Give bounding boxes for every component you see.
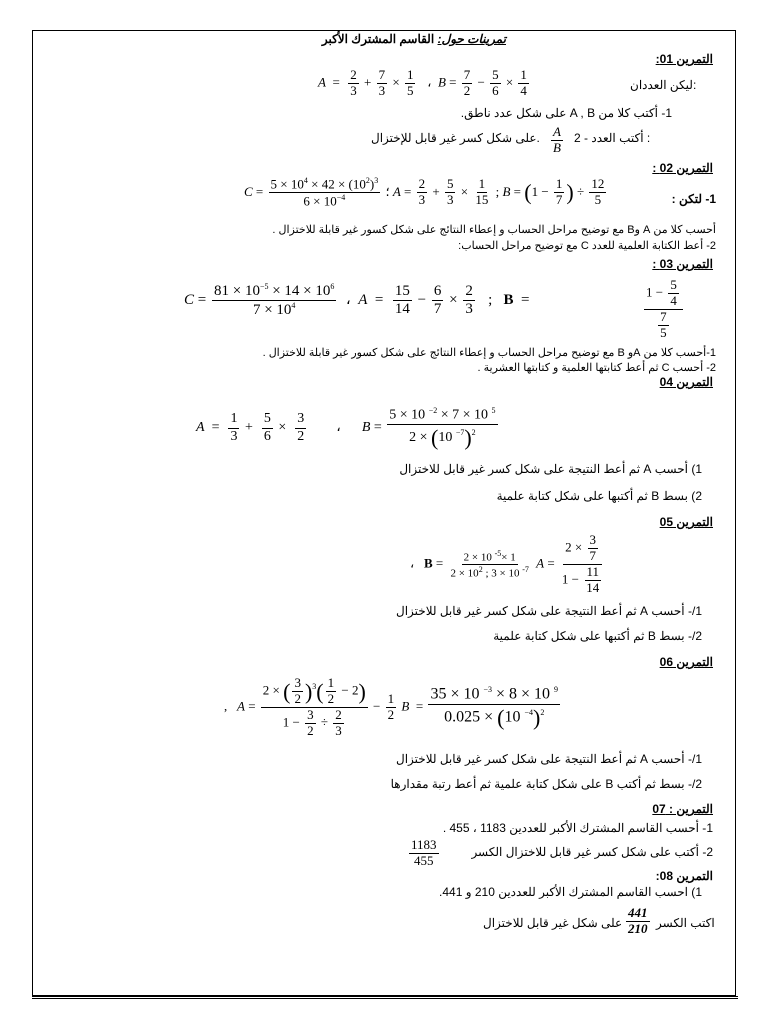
ex05-heading: التمرين 05 [659,515,713,529]
ex01-intro: ليكن العددان: [630,78,697,92]
ex04-q1: 1) أحسب A ثم أعط النتيجة على شكل كسر غير قابل للاختزال [399,462,702,476]
ex06-expressions: , A = 2 × ( $\frac{3}{2}$ )$^3$( $\frac{1}{2}$ − 2) 1 − $\frac{3}{2}$ ÷ $\frac{2}{3}$ − $\frac{1}{2}$ B = $\frac{35 \times 10 ^{-3} \times 8 \times 10 ^9}{0.025 \times (10 ^{-4})^2}$ [224,675,559,738]
ex07-heading: التمرين : 07 [652,802,713,816]
ex07-numerator: 1183 [411,837,437,852]
ex08-denominator: 210 [628,920,648,936]
ex05-q1: 1/- أحسب A ثم أعط النتيجة على شكل كسر غير قابل للاختزال [395,604,702,618]
footer-rule [32,996,738,999]
ex06-q1: 1/- أحسب A ثم أعط النتيجة على شكل كسر غير قابل للاختزال [395,752,702,766]
ex06-q2: 2/- بسط ثم أكتب B على شكل كتابة علمية ثم أعط رتبة مقدارها [390,777,702,791]
ex08-q2: اكتب الكسر [656,916,715,930]
ex08-q1: 1) احسب القاسم المشترك الأكبر للعددين 210 و 441. [439,885,702,899]
ex01-q1: 1- أكتب كلا من A , B على شكل عدد ناطق. [460,106,672,120]
ex04-q2: 2) بسط B ثم أكتبها على شكل كتابة علمية [496,489,702,503]
ex07-q1: 1- أحسب القاسم المشترك الأكبر للعددين 1183 ، 455 . [442,821,713,835]
title-prefix: تمرينات حول: [437,32,506,46]
title-topic: القاسم المشترك الأكبر [321,32,435,46]
ex01-q2-pre: 2 - أكتب العدد : [574,131,651,145]
ex08-heading: التمرين 08: [655,869,713,883]
ex03-expr-c: C = $\frac{81 \times 10^{-5} \times 14 \times 10^6}{7 \times 10^4}$ ، A = $\frac{15}{14}$ − $\frac{6}{7}$ × $\frac{2}{3}$ ; B = [184,282,534,319]
worksheet-title [322,33,506,46]
ex02-expressions: C = $\frac{5 \times 10^4 \times 42 \times (10^2)^3}{6 \times 10^{-4}}$ ؛ A = $\frac{2}{3}$ + $\frac{5}{3}$ × $\frac{1}{15}$ ; B = (1 − $\frac{1}{7}$ ) ÷ $\frac{12}{5}$ [244,176,605,209]
ex03-q1: 1-أحسب كلا من Aو B مع توضيح مراحل الحساب و إعطاء النتائج على شكل كسور غير قابلة للاختزال . [262,347,716,359]
ex01-q2-post: على شكل كسر غير قابل للإختزال. [371,131,540,145]
ex02-q1-label: 1- لتكن : [671,192,716,206]
ex06-heading: التمرين 06 [659,655,713,669]
ex05-q2: 2/- بسط B ثم أكتبها على شكل كتابة علمية [493,629,702,643]
ex08-fraction [624,906,652,937]
ex03-expr-b: 1 − $\frac{5}{4}$ $\frac{7}{5}$ [642,278,685,341]
ex02-instr2: 2- أعط الكتابة العلمية للعدد C مع توضيح مراحل الحساب: [458,240,716,252]
ex02-instr1: أحسب كلا من A وB مع توضيح مراحل الحساب و إعطاء النتائج على شكل كسور غير قابلة للاختزال . [272,224,716,236]
ex03-q2: 2- أحسب C ثم أعط كتابتها العلمية و كتابتها العشرية . [477,362,716,374]
ex05-expressions: ، B = $\frac{2 \times 10 ^{-5}\times 1}{2 \times 10^2 ; 3 \times 10 ^{-7}}$ A = 2 × $\frac{3}{7}$ 1 − $\frac{11}{14}$ [410,533,607,596]
ex01-ab-fraction: $\frac{A}{B}$ [553,124,561,155]
ex08-q2-post: على شكل غير قابل للاختزال [483,916,623,930]
ex07-q2: 2- أكتب على شكل كسر غير قابل للاختزال الكسر [471,845,713,859]
ex08-numerator: 441 [628,905,648,920]
ex07-denominator: 455 [414,852,434,868]
ex01-expr-a: A = $\frac{2}{3}$ + $\frac{7}{3}$ × $\frac{1}{5}$ ، B = $\frac{7}{2}$ − $\frac{5}{6}$ × $\frac{1}{4}$ [318,67,527,98]
ex07-fraction [407,838,441,869]
ex01-heading: التمرين 01: [655,52,713,66]
ex02-heading: التمرين 02 : [652,161,713,175]
ex04-expressions: A = $\frac{1}{3}$ + $\frac{5}{6}$ × $\frac{3}{2}$ ، B = $\frac{5 \times 10 ^{-2} \times 7 \times 10 ^5}{2 \times (10 ^{-7})^2}$ [196,406,496,450]
ex04-heading: التمرين 04 [659,375,713,389]
ex03-heading: التمرين 03 : [652,257,713,271]
